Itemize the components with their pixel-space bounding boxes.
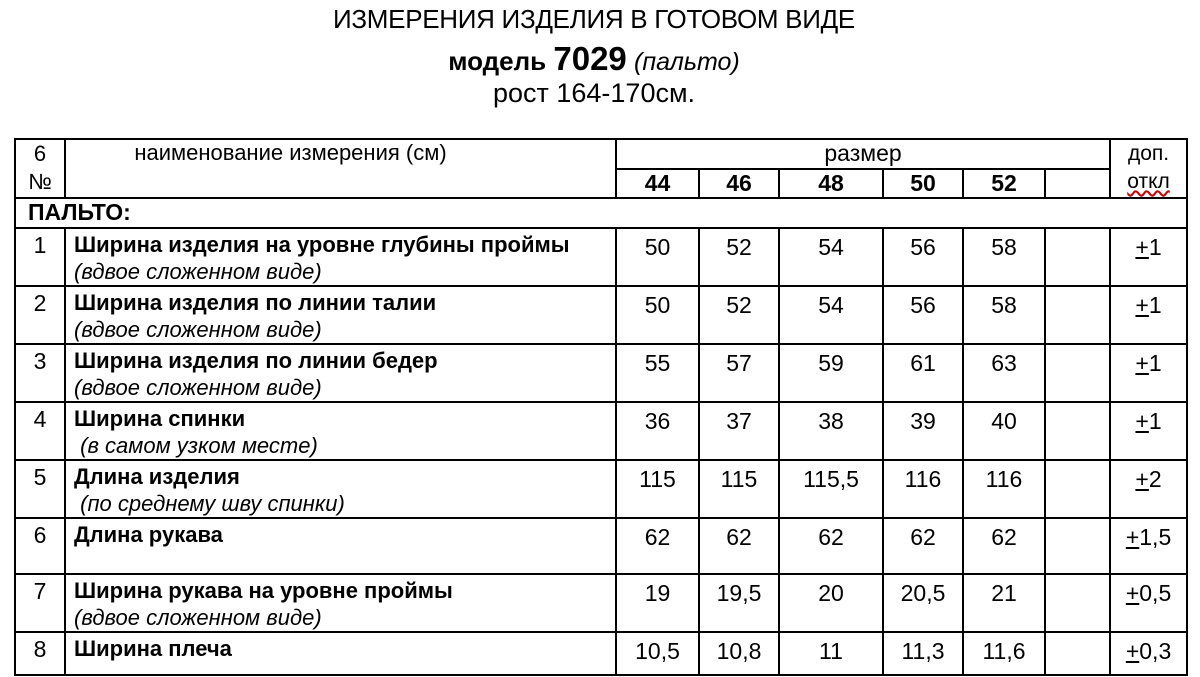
measurement-value: 52 [699, 286, 779, 344]
height-range: рост 164-170см. [492, 78, 696, 108]
measurement-value: 11,6 [963, 632, 1045, 675]
measurement-note: (вдвое сложенном виде) [74, 317, 322, 342]
measurement-value: 115 [699, 460, 779, 518]
measurement-value [1045, 574, 1110, 632]
measurement-value [1045, 402, 1110, 460]
measurement-name-cell [65, 286, 616, 344]
number-header-cell [15, 139, 65, 198]
measurement-value: 54 [779, 228, 883, 286]
size-header-cell: 46 [699, 169, 779, 198]
measurement-value: 116 [963, 460, 1045, 518]
measurement-name: Ширина изделия на уровне глубины проймы [74, 232, 570, 257]
plus-minus-sign: + [1135, 466, 1149, 492]
tolerance-value [1110, 402, 1187, 460]
tolerance-amount: 1 [1148, 350, 1162, 376]
tolerance-value [1110, 228, 1187, 286]
tolerance-value [1110, 286, 1187, 344]
measurement-name-cell [65, 402, 616, 460]
measurement-note: (вдвое сложенном виде) [74, 375, 322, 400]
section-title: ПАЛЬТО: [15, 198, 1187, 228]
measurement-value: 58 [963, 228, 1045, 286]
measurement-note: (вдвое сложенном виде) [74, 259, 322, 284]
measurement-value: 40 [963, 402, 1045, 460]
measurement-value: 62 [883, 518, 963, 574]
measurement-value [1045, 228, 1110, 286]
measurement-value: 52 [699, 228, 779, 286]
size-header-cell: 50 [883, 169, 963, 198]
measurement-name: Ширина рукава на уровне проймы [74, 578, 453, 603]
tolerance-header: доп. откл [1110, 139, 1187, 198]
measurement-name: Ширина спинки [74, 406, 246, 431]
measurement-value: 62 [699, 518, 779, 574]
tolerance-value [1110, 632, 1187, 675]
tolerance-amount: 0,5 [1139, 580, 1172, 606]
measurements-table [14, 138, 1188, 676]
measurement-name: Длина рукава [74, 522, 223, 547]
measurement-name-cell [65, 574, 616, 632]
measurement-value: 115 [616, 460, 699, 518]
measurement-row [15, 344, 1187, 402]
measurement-name-cell [65, 518, 616, 574]
tolerance-value [1110, 518, 1187, 574]
plus-minus-sign: + [1135, 234, 1149, 260]
measurement-value: 115,5 [779, 460, 883, 518]
row-number: 5 [15, 460, 65, 518]
size-header-cell: 44 [616, 169, 699, 198]
measurement-value: 62 [779, 518, 883, 574]
measurement-value: 58 [963, 286, 1045, 344]
measurement-value [1045, 518, 1110, 574]
measurement-value: 61 [883, 344, 963, 402]
header-row-1 [15, 139, 1187, 169]
measurement-name-cell [65, 228, 616, 286]
tolerance-amount: 1 [1148, 292, 1162, 318]
tolerance-value [1110, 574, 1187, 632]
measurement-value: 20 [779, 574, 883, 632]
row-number: 8 [15, 632, 65, 675]
measurement-name-cell [65, 344, 616, 402]
measurement-row [15, 228, 1187, 286]
measurement-value: 11 [779, 632, 883, 675]
measurement-value: 38 [779, 402, 883, 460]
measurement-value [1045, 632, 1110, 675]
measurement-name-cell [65, 632, 616, 675]
document-title: ИЗМЕРЕНИЯ ИЗДЕЛИЯ В ГОТОВОМ ВИДЕ [333, 4, 855, 34]
plus-minus-sign: + [1135, 350, 1149, 376]
measurement-value: 63 [963, 344, 1045, 402]
row-number: 7 [15, 574, 65, 632]
measurement-value: 56 [883, 286, 963, 344]
tolerance-amount: 1 [1148, 408, 1162, 434]
row-number: 4 [15, 402, 65, 460]
measurement-note: (по среднему шву спинки) [74, 491, 345, 516]
measurement-value: 62 [963, 518, 1045, 574]
measurement-name: Ширина изделия по линии бедер [74, 348, 438, 373]
measurement-value: 50 [616, 286, 699, 344]
header-top-left: 6 [33, 141, 47, 166]
measurement-value: 56 [883, 228, 963, 286]
measurement-value: 55 [616, 344, 699, 402]
measurement-value: 20,5 [883, 574, 963, 632]
tolerance-value [1110, 460, 1187, 518]
size-header-cell: 52 [963, 169, 1045, 198]
measurement-row [15, 460, 1187, 518]
plus-minus-sign: + [1125, 638, 1140, 664]
measurement-name: Ширина изделия по линии талии [74, 290, 437, 315]
name-header: наименование измерения (см) [65, 139, 616, 198]
plus-minus-sign: + [1125, 580, 1140, 606]
tolerance-amount: 2 [1148, 466, 1162, 492]
size-header-cell [1045, 169, 1110, 198]
measurement-value [1045, 460, 1110, 518]
row-number: 6 [15, 518, 65, 574]
measurement-note: (в самом узком месте) [74, 433, 318, 458]
measurement-value: 59 [779, 344, 883, 402]
plus-minus-sign: + [1135, 292, 1149, 318]
tolerance-value [1110, 344, 1187, 402]
row-number: 1 [15, 228, 65, 286]
measurement-name: Ширина плеча [74, 636, 232, 661]
model-line [0, 40, 1194, 78]
measurement-row [15, 402, 1187, 460]
measurement-name: Длина изделия [74, 464, 240, 489]
size-header-cell: 48 [779, 169, 883, 198]
measurement-row [15, 518, 1187, 574]
row-number: 2 [15, 286, 65, 344]
plus-minus-sign: + [1135, 408, 1149, 434]
section-row [15, 198, 1187, 228]
plus-minus-sign: + [1125, 524, 1140, 550]
measurement-value: 10,8 [699, 632, 779, 675]
tolerance-amount: 1,5 [1139, 524, 1172, 550]
measurement-value: 62 [616, 518, 699, 574]
tolerance-amount: 1 [1148, 234, 1162, 260]
model-number: 7029 [553, 40, 627, 77]
measurement-note: (вдвое сложенном виде) [74, 605, 322, 630]
measurement-value: 54 [779, 286, 883, 344]
row-number: 3 [15, 344, 65, 402]
measurement-value: 19,5 [699, 574, 779, 632]
size-header: размер [616, 139, 1110, 169]
measurement-value: 21 [963, 574, 1045, 632]
measurement-value: 10,5 [616, 632, 699, 675]
model-kind: (пальто) [634, 48, 740, 76]
measurement-row [15, 632, 1187, 675]
measurement-value: 57 [699, 344, 779, 402]
tolerance-amount: 0,3 [1139, 638, 1172, 664]
measurement-value: 36 [616, 402, 699, 460]
measurement-value: 11,3 [883, 632, 963, 675]
measurement-value [1045, 286, 1110, 344]
measurement-row [15, 574, 1187, 632]
measurement-value: 50 [616, 228, 699, 286]
measurement-value: 37 [699, 402, 779, 460]
measurement-value: 19 [616, 574, 699, 632]
measurement-name-cell [65, 460, 616, 518]
measurement-value [1045, 344, 1110, 402]
model-label: модель [448, 46, 547, 76]
measurement-value: 116 [883, 460, 963, 518]
number-header: № [28, 169, 52, 194]
measurement-value: 39 [883, 402, 963, 460]
measurement-row [15, 286, 1187, 344]
